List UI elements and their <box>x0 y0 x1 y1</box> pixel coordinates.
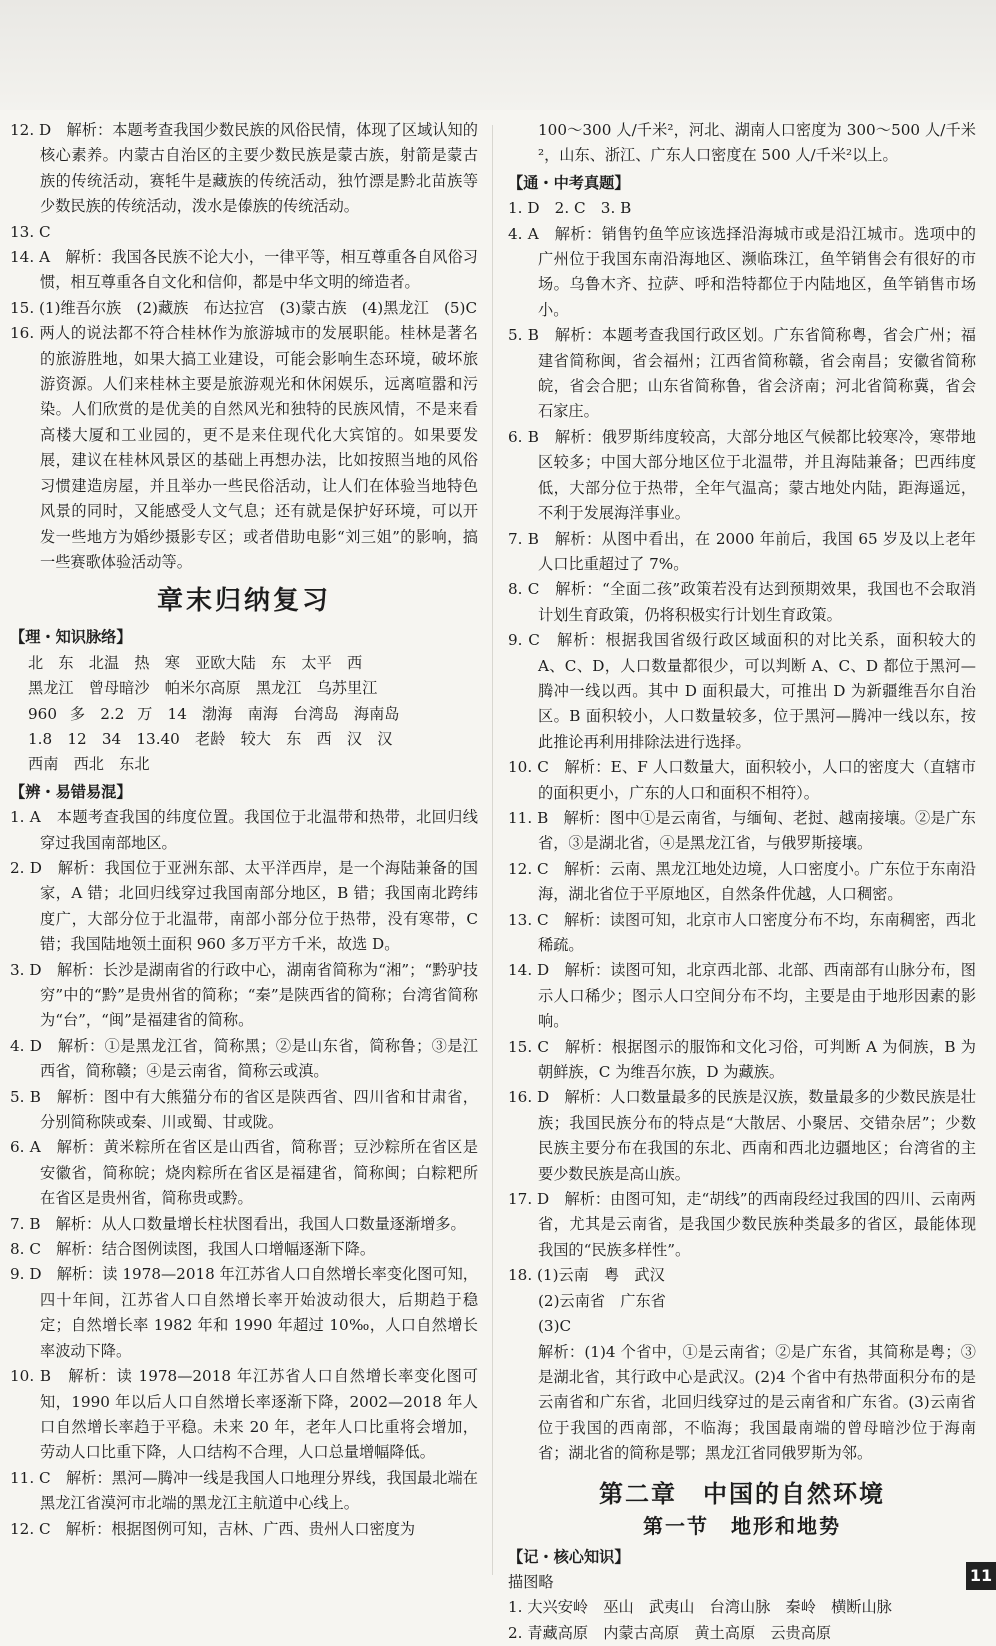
text-line: 描图略 <box>508 1572 554 1591</box>
left-column <box>10 118 478 1542</box>
answer-item: 16. D 解析：人口数量最多的民族是汉族，数量最多的少数民族是壮族；我国民族分布的特点是“大散居、小聚居、交错杂居”；少数民族主要分布在我国的东北、西南和西北边疆地区；台湾省的主要少数民族是高山族。 <box>508 1088 976 1183</box>
answer-item: 9. C 解析：根据我国省级行政区域面积的对比关系，面积较大的 A、C、D，人口数量都很少，可以判断 A、C、D 都位于黑河—腾冲一线以西。其中 D 面积最大，可推出 D 为新疆维吾尔自治区。B 面积较小，人口数量较多，位于黑河—腾冲一线以东，按此推论再利用排除法进行选择。 <box>508 631 976 751</box>
answer-continuation: (3)C <box>538 1317 572 1336</box>
section-title: 第一节 地形和地势 <box>643 1513 841 1538</box>
answer-item: 11. B 解析：图中①是云南省，与缅甸、老挝、越南接壤。②是广东省，③是湖北省，④是黑龙江省，与俄罗斯接壤。 <box>508 808 976 853</box>
answer-item: 9. D 解析：读 1978—2018 年江苏省人口自然增长率变化图可知，四十年间，江苏省人口自然增长率开始波动很大，后期趋于稳定；自然增长率 1982 年和 1990 年超过 10‰，人口自然增长率波动下降。 <box>10 1265 478 1360</box>
section-heading: 【记・核心知识】 <box>508 1547 630 1566</box>
chapter-title: 章末归纳复习 <box>156 586 331 617</box>
answer-item: 4. D 解析：①是黑龙江省，简称黑；②是山东省，简称鲁；③是江西省，简称赣；④是云南省，简称云或滇。 <box>10 1036 478 1081</box>
column-divider <box>492 125 493 1575</box>
answer-item: 12. C 解析：云南、黑龙江地处边境，人口密度小。广东位于东南沿海，湖北省位于平原地区，自然条件优越，人口稠密。 <box>508 859 976 904</box>
answer-item: 6. B 解析：俄罗斯纬度较高，大部分地区气候都比较寒冷，寒带地区较多；中国大部分地区位于北温带，并且海陆兼备；巴西纬度低，大部分位于热带，全年气温高；蒙古地处内陆，距海遥远，不利于发展海洋事业。 <box>508 427 976 523</box>
answer-item: 2. D 解析：我国位于亚洲东部、太平洋西岸，是一个海陆兼备的国家，A 错；北回归线穿过我国南部分地区，B 错；我国南北跨纬度广，大部分位于北温带，南部小部分位于热带，没有寒带，C 错；我国陆地领土面积 960 多万平方千米，故选 D。 <box>10 858 478 954</box>
answer-continuation: (2)云南省 广东省 <box>538 1291 666 1310</box>
answer-item: 12. C 解析：根据图例可知，吉林、广西、贵州人口密度为 <box>10 1519 416 1538</box>
answer-item: 10. B 解析：读 1978—2018 年江苏省人口自然增长率变化图可知，1990 年以后人口自然增长率逐渐下降，2002—2018 年人口自然增长率趋于平稳。未来 20 年，老年人口比重将会增加，劳动人口比重下降，人口结构不合理，人口总量增幅降低。 <box>10 1367 478 1462</box>
page-number: 11 <box>966 1562 996 1590</box>
answer-item: 4. A 解析：销售钓鱼竿应该选择沿海城市或是沿江城市。选项中的广州位于我国东南沿海地区、濒临珠江，鱼竿销售会有很好的市场。乌鲁木齐、拉萨、呼和浩特都位于内陆地区，鱼竿销售市场小。 <box>508 224 976 319</box>
answer-item: 18. (1)云南 粤 武汉 <box>508 1266 665 1285</box>
answer-item: 5. B 解析：图中有大熊猫分布的省区是陕西省、四川省和甘肃省，分别简称陕或秦、川或蜀、甘或陇。 <box>10 1087 478 1132</box>
answer-item: 12. D 解析：本题考查我国少数民族的风俗民情，体现了区域认知的核心素养。内蒙古自治区的主要少数民族是蒙古族，射箭是蒙古族的传统活动，赛牦牛是藏族的传统活动，独竹漂是黔北苗族等少数民族的传统活动，泼水是傣族的传统活动。 <box>10 121 478 216</box>
section-heading: 【辨・易错易混】 <box>10 782 132 801</box>
section-heading: 【通・中考真题】 <box>508 173 630 192</box>
keyword-line: 北 东 北温 热 寒 亚欧大陆 东 太平 西 <box>28 653 363 672</box>
answer-item: 1. 大兴安岭 巫山 武夷山 台湾山脉 秦岭 横断山脉 <box>508 1598 892 1617</box>
answer-item: 15. (1)维吾尔族 (2)藏族 布达拉宫 (3)蒙古族 (4)黑龙江 (5)C <box>10 298 478 317</box>
answer-item: 8. C 解析：“全面二孩”政策若没有达到预期效果，我国也不会取消计划生育政策，仍将积极实行计划生育政策。 <box>508 580 976 624</box>
answer-item: 7. B 解析：从图中看出，在 2000 年前后，我国 65 岁及以上老年人口比重超过了 7%。 <box>508 529 976 573</box>
answer-item: 7. B 解析：从人口数量增长柱状图看出，我国人口数量逐渐增多。 <box>10 1214 466 1233</box>
chapter-title: 第二章 中国的自然环境 <box>599 1479 885 1508</box>
answer-item: 13. C 解析：读图可知，北京市人口密度分布不均，东南稠密，西北稀疏。 <box>508 910 976 954</box>
answer-item: 17. D 解析：由图可知，走“胡线”的西南段经过我国的四川、云南两省，尤其是云南省，是我国少数民族种类最多的省区，最能体现我国的“民族多样性”。 <box>508 1190 976 1259</box>
answer-item: 13. C <box>10 222 51 241</box>
page-top-band <box>0 0 996 110</box>
answer-continuation: 解析：(1)4 个省中，①是云南省；②是广东省，其简称是粤；③是湖北省，其行政中心是武汉。(2)4 个省中有热带面积分布的是云南省和广东省，北回归线穿过的是云南省和广东省。(3)云南省位于我国的西南部，不临海；我国最南端的曾母暗沙位于海南省；湖北省的简称是鄂；黑龙江省同俄罗斯为邻。 <box>538 1342 976 1463</box>
answer-item: 11. C 解析：黑河—腾冲一线是我国人口地理分界线，我国最北端在黑龙江省漠河市北端的黑龙江主航道中心线上。 <box>10 1468 478 1513</box>
right-column <box>508 118 976 1646</box>
keyword-line: 西南 西北 东北 <box>28 755 150 774</box>
answer-item: 2. 青藏高原 内蒙古高原 黄土高原 云贵高原 <box>508 1623 832 1642</box>
answer-item: 10. C 解析：E、F 人口数量大，面积较小，人口的密度大（直辖市的面积更小，广东的人口和面积不相符）。 <box>508 758 976 802</box>
keyword-line: 黑龙江 曾母暗沙 帕米尔高原 黑龙江 乌苏里江 <box>28 679 378 698</box>
section-heading: 【理・知识脉络】 <box>10 628 132 647</box>
answer-item: 5. B 解析：本题考查我国行政区划。广东省简称粤，省会广州；福建省简称闽，省会福州；江西省简称赣，省会南昌；安徽省简称皖，省会合肥；山东省简称鲁，省会济南；河北省简称冀，省会石家庄。 <box>508 326 976 421</box>
answer-continuation: 100～300 人/千米²，河北、湖南人口密度为 300～500 人/千米²，山东、浙江、广东人口密度在 500 人/千米²以上。 <box>538 121 976 165</box>
answer-item: 16. 两人的说法都不符合桂林作为旅游城市的发展职能。桂林是著名的旅游胜地，如果大搞工业建设，可能会影响生态环境，破坏旅游资源。人们来桂林主要是旅游观光和休闲娱乐，远离喧嚣和污染。人们欣赏的是优美的自然风光和独特的民族风情，不是来看高楼大厦和工业园的，更不是来住现代化大宾馆的。如果要发展，建议在桂林风景区的基础上再想办法，比如按照当地的风俗习惯建造房屋，并且举办一些民俗活动，让人们在体验当地特色风景的同时，又能感受人文气息；还有就是保护好环境，可以开发一些地方为婚纱摄影专区；或者借助电影“刘三姐”的影响，搞一些赛歌体验活动等。 <box>10 324 478 571</box>
answer-item: 15. C 解析：根据图示的服饰和文化习俗，可判断 A 为侗族，B 为朝鲜族，C 为维吾尔族，D 为藏族。 <box>508 1037 976 1082</box>
answer-item: 14. D 解析：读图可知，北京西北部、北部、西南部有山脉分布，图示人口稀少；图示人口空间分布不均，主要是由于地形因素的影响。 <box>508 961 976 1031</box>
answer-item: 1. D 2. C 3. B <box>508 199 632 218</box>
answer-item: 6. A 解析：黄米粽所在省区是山西省，简称晋；豆沙粽所在省区是安徽省，简称皖；烧肉粽所在省区是福建省，简称闽；白粽粑所在省区是贵州省，简称贵或黔。 <box>10 1138 478 1208</box>
answer-item: 8. C 解析：结合图例读图，我国人口增幅逐渐下降。 <box>10 1240 376 1259</box>
keyword-line: 1.8 12 34 13.40 老龄 较大 东 西 汉 汉 <box>28 729 393 748</box>
answer-item: 14. A 解析：我国各民族不论大小，一律平等，相互尊重各自风俗习惯，相互尊重各自文化和信仰，都是中华文明的缔造者。 <box>10 248 478 292</box>
answer-item: 3. D 解析：长沙是湖南省的行政中心，湖南省简称为“湘”；“黔驴技穷”中的“黔”是贵州省的简称；“秦”是陕西省的简称；台湾省简称为“台”，“闽”是福建省的简称。 <box>10 960 478 1030</box>
keyword-line: 960 多 2.2 万 14 渤海 南海 台湾岛 海南岛 <box>28 704 400 723</box>
answer-item: 1. A 本题考查我国的纬度位置。我国位于北温带和热带，北回归线穿过我国南部地区。 <box>10 808 478 852</box>
